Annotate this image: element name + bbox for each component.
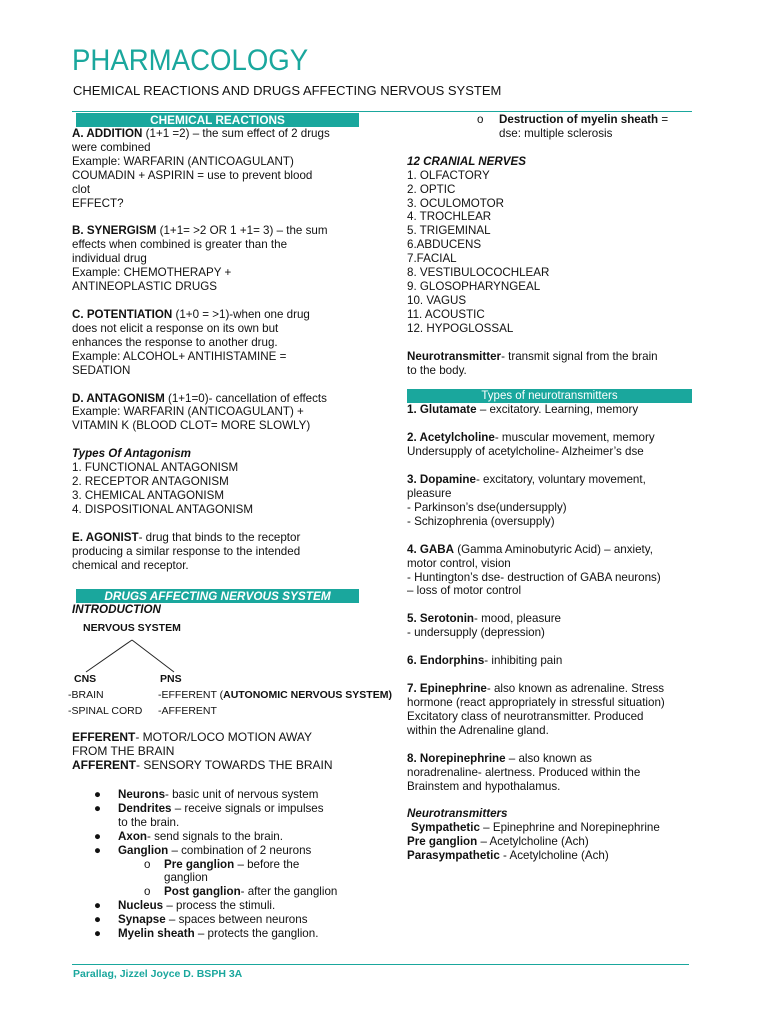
cranial-nerve-item: 4. TROCHLEAR: [407, 210, 492, 224]
gaba-text: – loss of motor control: [407, 584, 522, 598]
cranial-nerve-item: 12. HYPOGLOSSAL: [407, 321, 514, 335]
dopamine-text: - Parkinson’s dse(undersupply): [407, 500, 567, 514]
myelin-destruction-term: Destruction of myelin sheath: [499, 113, 659, 126]
pre-ganglion-nt-term: Pre ganglion: [407, 835, 478, 849]
epinephrine-text: - also known as adrenaline. Stress: [486, 682, 665, 696]
pre-ganglion-nt-text: – Acetylcholine (Ach): [477, 835, 589, 849]
antagonism-type-item: 3. CHEMICAL ANTAGONISM: [72, 488, 225, 502]
synergism-block: [72, 224, 372, 294]
neurotransmitter-text: - transmit signal from the brain: [501, 349, 658, 363]
addition-term: A. ADDITION: [72, 127, 143, 140]
synergism-line: individual drug: [72, 252, 147, 266]
sympathetic-text: – Epinephrine and Norepinephrine: [479, 821, 660, 835]
myelin-text: – protects the ganglion.: [194, 927, 319, 941]
diagram-efferent-label: [158, 689, 392, 701]
list-item: o Post ganglion- after the ganglion: [144, 885, 338, 899]
addition-line: (1+1 =2) – the sum effect of 2 drugs: [142, 127, 330, 140]
dendrites-term: Dendrites: [118, 801, 172, 815]
potentiation-line: (1+0 = >1)-when one drug: [172, 307, 310, 321]
antagonism-line: VITAMIN K (BLOOD CLOT= MORE SLOWLY): [72, 419, 311, 433]
myelin-destruction-text: dse: multiple sclerosis: [499, 126, 613, 140]
endorphins-text: - inhibiting pain: [484, 654, 563, 668]
diagram-cns-label: CNS: [74, 673, 97, 685]
agonist-line: chemical and receptor.: [72, 558, 189, 572]
diagram-efferent-text: -EFFERENT (: [158, 689, 224, 701]
norepinephrine-term: 8. Norepinephrine: [407, 751, 506, 765]
cranial-nerve-item: 10. VAGUS: [407, 293, 467, 307]
efferent-text: FROM THE BRAIN: [72, 743, 175, 758]
footer-author: Parallag, Jizzel Joyce D. BSPH 3A: [73, 968, 243, 980]
cranial-nerve-item: 9. GLOSOPHARYNGEAL: [407, 279, 541, 293]
acetylcholine-text: - muscular movement, memory: [494, 431, 655, 445]
pre-ganglion-term: Pre ganglion: [164, 857, 235, 871]
cranial-nerves-title: 12 CRANIAL NERVES: [407, 154, 526, 168]
synergism-term: B. SYNERGISM: [72, 224, 157, 238]
antagonism-type-item: 2. RECEPTOR ANTAGONISM: [72, 475, 229, 489]
page-title: PHARMACOLOGY: [72, 44, 309, 77]
serotonin-text: - mood, pleasure: [474, 612, 561, 626]
agonist-line: - drug that binds to the receptor: [138, 530, 301, 544]
potentiation-term: C. POTENTIATION: [72, 307, 173, 321]
nervous-system-bullets: [72, 788, 392, 941]
serotonin-text: - undersupply (depression): [407, 626, 545, 640]
neurons-text: - basic unit of nervous system: [165, 788, 319, 801]
diagram-pns-label: PNS: [160, 673, 182, 685]
list-item: ● Neurons- basic unit of nervous system: [94, 788, 319, 801]
cranial-nerve-item: 3. OCULOMOTOR: [407, 196, 505, 210]
axon-term: Axon: [118, 829, 147, 843]
cranial-nerve-item: 11. ACOUSTIC: [407, 307, 485, 321]
antagonism-line: (1+1=0)- cancellation of effects: [164, 391, 327, 405]
post-ganglion-text: - after the ganglion: [240, 885, 338, 899]
synergism-line: (1+1= >2 OR 1 +1= 3) – the sum: [156, 224, 328, 238]
addition-line: were combined: [72, 140, 151, 154]
acetylcholine-term: 2. Acetylcholine: [407, 431, 495, 445]
antagonism-line: Example: WARFARIN (ANTICOAGULANT) +: [72, 405, 304, 419]
epinephrine-text: Excitatory class of neurotransmitter. Produced: [407, 709, 644, 723]
introduction-title: INTRODUCTION: [72, 603, 161, 616]
serotonin-term: 5. Serotonin: [407, 612, 474, 626]
dopamine-term: 3. Dopamine: [407, 473, 476, 487]
synergism-line: ANTINEOPLASTIC DRUGS: [72, 280, 217, 294]
dendrites-text: – receive signals or impulses: [171, 801, 324, 815]
neurons-term: Neurons: [118, 788, 166, 801]
nucleus-text: – process the stimuli.: [163, 899, 276, 913]
nervous-system-diagram: [68, 618, 392, 722]
acetylcholine-text: Undersupply of acetylcholine- Alzheimer’s dse: [407, 445, 644, 459]
efferent-term: EFFERENT: [72, 730, 136, 744]
dendrites-text: to the brain.: [118, 815, 180, 829]
list-item: o Pre ganglion – before the ganglion: [144, 857, 300, 885]
potentiation-block: [72, 308, 372, 378]
cranial-nerve-item: 5. TRIGEMINAL: [407, 224, 491, 238]
addition-line: clot: [72, 182, 91, 196]
diagram-afferent-label: -AFFERENT: [158, 705, 217, 717]
neurotransmitter-term: Neurotransmitter: [407, 349, 502, 363]
antagonism-type-item: 1. FUNCTIONAL ANTAGONISM: [72, 461, 239, 475]
neurotransmitters-title: Neurotransmitters: [407, 807, 508, 821]
synapse-text: – spaces between neurons: [165, 913, 308, 927]
nucleus-term: Nucleus: [118, 899, 164, 913]
epinephrine-term: 7. Epinephrine: [407, 682, 487, 696]
cranial-nerve-item: 8. VESTIBULOCOCHLEAR: [407, 266, 550, 280]
parasympathetic-text: - Acetylcholine (Ach): [499, 849, 609, 863]
afferent-term: AFFERENT: [72, 757, 136, 772]
antagonism-block: [72, 392, 372, 434]
section-header-chemical-reactions: CHEMICAL REACTIONS: [76, 113, 359, 127]
ganglion-text: – combination of 2 neurons: [168, 843, 312, 857]
cranial-nerve-item: 7.FACIAL: [407, 252, 457, 266]
myelin-destruction-text: =: [658, 113, 669, 126]
glutamate-text: – excitatory. Learning, memory: [476, 403, 639, 417]
glutamate-term: 1. Glutamate: [407, 403, 477, 417]
ganglion-term: Ganglion: [118, 843, 169, 857]
addition-block: [72, 127, 372, 210]
diagram-autonomic-text: AUTONOMIC NERVOUS SYSTEM): [223, 689, 392, 701]
list-item: ● Synapse – spaces between neurons: [94, 913, 308, 927]
afferent-text: - SENSORY TOWARDS THE BRAIN: [136, 757, 333, 772]
list-item: ● Nucleus – process the stimuli.: [94, 899, 276, 913]
agonist-term: E. AGONIST: [72, 530, 139, 544]
norepinephrine-text: Brainstem and hypothalamus.: [407, 779, 561, 793]
sympathetic-term: Sympathetic: [411, 821, 480, 835]
neurotransmitter-text: to the body.: [407, 363, 467, 377]
dopamine-text: - Schizophrenia (oversupply): [407, 514, 555, 528]
right-column: [407, 113, 707, 863]
list-item: ● Ganglion – combination of 2 neurons: [94, 843, 312, 857]
sub-bullet-marker: o: [477, 113, 484, 126]
norepinephrine-text: – also known as: [505, 751, 592, 765]
pre-ganglion-text: – before the: [234, 857, 300, 871]
epinephrine-text: within the Adrenaline gland.: [407, 723, 549, 737]
left-column: [72, 113, 372, 572]
myelin-destruction-item: [407, 113, 707, 141]
gaba-text: (Gamma Aminobutyric Acid) – anxiety,: [454, 542, 653, 556]
norepinephrine-text: noradrenaline- alertness. Produced within the: [407, 765, 641, 779]
list-item: ● Axon- send signals to the brain.: [94, 829, 283, 843]
cranial-nerve-item: 1. OLFACTORY: [407, 168, 490, 182]
synergism-line: Example: CHEMOTHERAPY +: [72, 266, 232, 280]
left-column-lower: [72, 731, 382, 773]
cranial-nerve-item: 2. OPTIC: [407, 182, 456, 196]
pre-ganglion-text: ganglion: [164, 871, 208, 885]
section-header-types-neurotransmitters: Types of neurotransmitters: [407, 389, 692, 403]
cranial-nerve-item: 6.ABDUCENS: [407, 238, 482, 252]
potentiation-line: enhances the response to another drug.: [72, 335, 278, 349]
endorphins-term: 6. Endorphins: [407, 654, 485, 668]
diagram-spinal-label: -SPINAL CORD: [68, 705, 143, 717]
synapse-term: Synapse: [118, 913, 166, 927]
dopamine-text: - excitatory, voluntary movement,: [475, 473, 646, 487]
list-item: ● Dendrites – receive signals or impulses to the brain.: [94, 801, 324, 829]
dopamine-text: pleasure: [407, 487, 452, 501]
synergism-line: effects when combined is greater than the: [72, 238, 288, 252]
list-item: ● Myelin sheath – protects the ganglion.: [94, 927, 319, 941]
agonist-block: [72, 531, 372, 573]
diagram-root-label: NERVOUS SYSTEM: [83, 622, 181, 634]
gaba-text: - Huntington’s dse- destruction of GABA neurons): [407, 570, 661, 584]
header-rule: [72, 111, 692, 112]
addition-line: EFFECT?: [72, 196, 124, 210]
addition-line: COUMADIN + ASPIRIN = use to prevent blood: [72, 168, 313, 182]
myelin-term: Myelin sheath: [118, 927, 195, 941]
footer-rule: [72, 964, 689, 965]
epinephrine-text: hormone (react appropriately in stressful situation): [407, 696, 665, 709]
potentiation-line: SEDATION: [72, 363, 131, 377]
post-ganglion-term: Post ganglion: [164, 885, 241, 899]
gaba-text: motor control, vision: [407, 556, 511, 570]
addition-line: Example: WARFARIN (ANTICOAGULANT): [72, 154, 294, 168]
potentiation-line: does not elicit a response on its own but: [72, 321, 279, 335]
diagram-brain-label: -BRAIN: [68, 689, 104, 701]
types-antagonism-title: Types Of Antagonism: [72, 447, 191, 461]
potentiation-line: Example: ALCOHOL+ ANTIHISTAMINE =: [72, 349, 287, 363]
axon-text: - send signals to the brain.: [146, 829, 283, 843]
section-header-drugs-nervous-system: DRUGS AFFECTING NERVOUS SYSTEM: [76, 589, 359, 603]
agonist-line: producing a similar response to the intended: [72, 544, 301, 558]
antagonism-type-item: 4. DISPOSITIONAL ANTAGONISM: [72, 502, 254, 516]
efferent-text: - MOTOR/LOCO MOTION AWAY: [135, 730, 313, 744]
gaba-term: 4. GABA: [407, 542, 455, 556]
parasympathetic-term: Parasympathetic: [407, 849, 500, 863]
antagonism-term: D. ANTAGONISM: [72, 391, 165, 405]
page-subtitle: CHEMICAL REACTIONS AND DRUGS AFFECTING NERVOUS SYSTEM: [73, 83, 502, 98]
